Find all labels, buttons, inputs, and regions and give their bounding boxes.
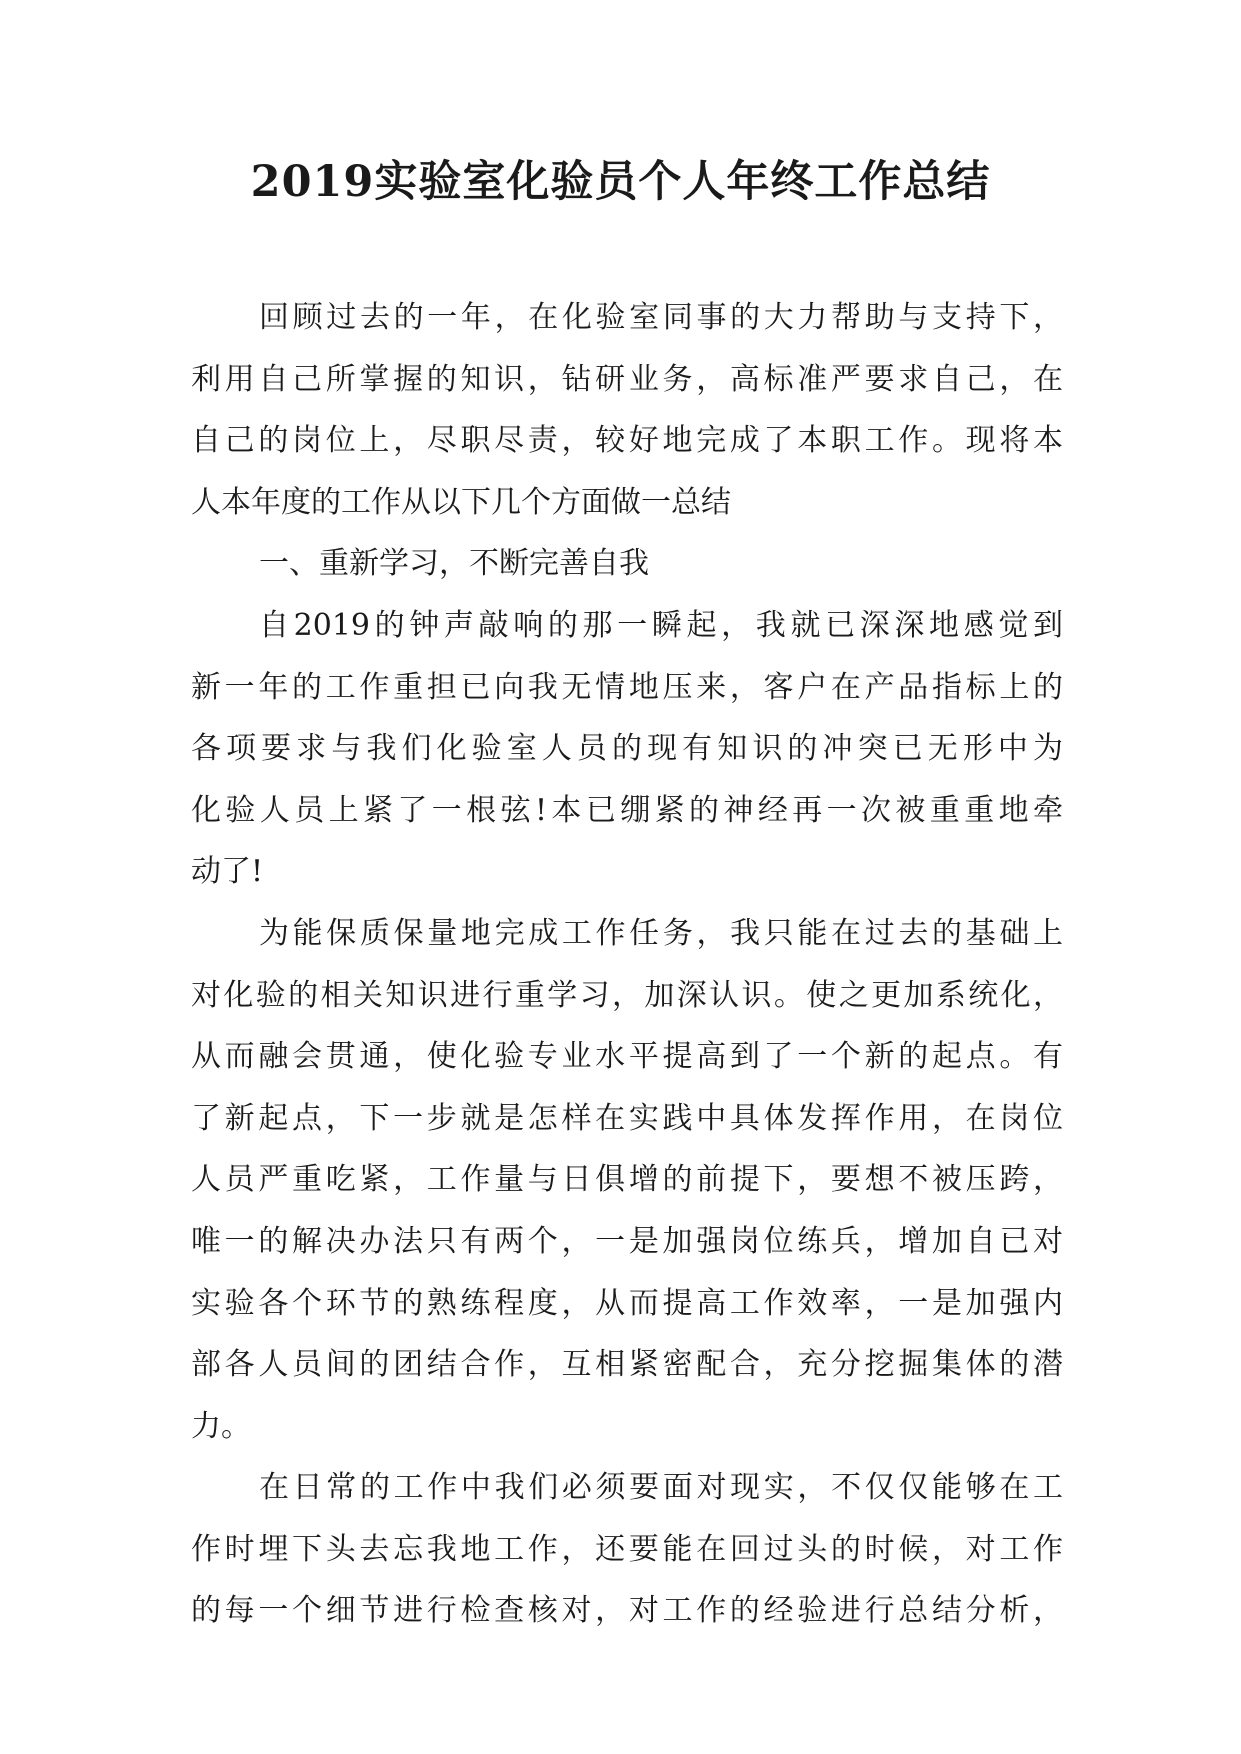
text-line: 动了!: [191, 854, 264, 890]
text-line: 实验各个环节的熟练程度，从而提高工作效率，一是加强内: [191, 1285, 1063, 1321]
text-line: 自己的岗位上，尽职尽责，较好地完成了本职工作。现将本: [191, 423, 1063, 459]
text-line: 人员严重吃紧，工作量与日俱增的前提下，要想不被压跨，: [191, 1162, 1063, 1198]
text-line: 利用自己所掌握的知识，钻研业务，高标准严要求自己，在: [191, 361, 1063, 397]
text-line: 对化验的相关知识进行重学习，加深认识。使之更加系统化，: [191, 977, 1063, 1013]
text-line: 新一年的工作重担已向我无情地压来，客户在产品指标上的: [191, 669, 1063, 705]
text-line: 各项要求与我们化验室人员的现有知识的冲突已无形中为: [191, 731, 1063, 767]
text-line: 了新起点，下一步就是怎样在实践中具体发挥作用，在岗位: [191, 1100, 1063, 1136]
text-line: 人本年度的工作从以下几个方面做一总结: [191, 484, 731, 520]
text-line: 一、重新学习，不断完善自我: [259, 546, 649, 582]
text-line: 化验人员上紧了一根弦!本已绷紧的神经再一次被重重地牵: [191, 792, 1063, 828]
text-line: 作时埋下头去忘我地工作，还要能在回过头的时候，对工作: [191, 1531, 1063, 1567]
text-line: 回顾过去的一年，在化验室同事的大力帮助与支持下，: [259, 300, 1063, 335]
document-body: [191, 287, 1063, 1642]
document-title: 2019实验室化验员个人年终工作总结: [250, 157, 991, 207]
text-line: 部各人员间的团结合作，互相紧密配合，充分挖掘集体的潜: [191, 1347, 1063, 1383]
text-line: 从而融会贯通，使化验专业水平提高到了一个新的起点。有: [191, 1039, 1063, 1075]
text-line: 自2019的钟声敲响的那一瞬起，我就已深深地感觉到: [259, 607, 1063, 643]
text-line: 唯一的解决办法只有两个，一是加强岗位练兵，增加自已对: [191, 1223, 1063, 1259]
text-line: 的每一个细节进行检查核对，对工作的经验进行总结分析，: [191, 1593, 1063, 1629]
text-line: 力。: [191, 1408, 251, 1444]
text-line: 为能保质保量地完成工作任务，我只能在过去的基础上: [259, 915, 1063, 951]
text-line: 在日常的工作中我们必须要面对现实，不仅仅能够在工: [259, 1470, 1063, 1506]
